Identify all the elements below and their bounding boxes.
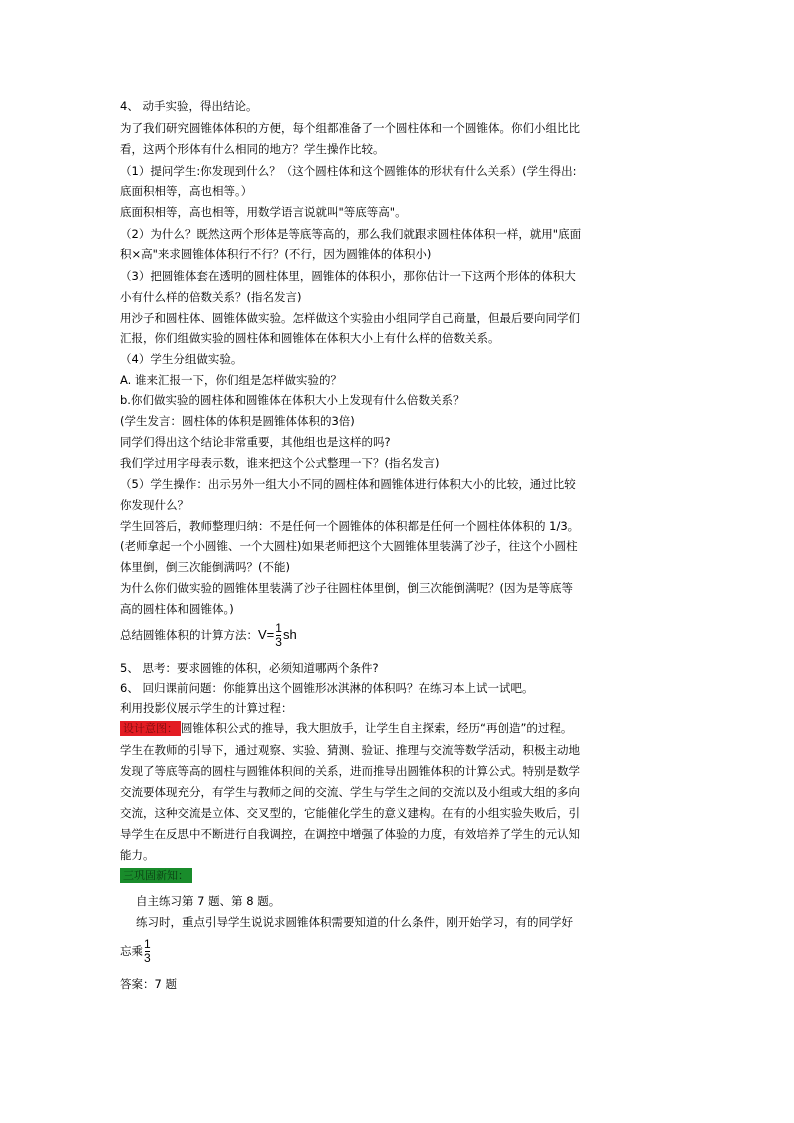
text-line: 5、 思考：要求圆锥的体积，必须知道哪两个条件? <box>120 661 379 675</box>
text-line: b.你们做实验的圆柱体和圆锥体在体积大小上发现有什么倍数关系？ <box>120 393 465 407</box>
text-line: 底面积相等，高也相等，用数学语言说就叫"等底等高"。 <box>120 205 407 219</box>
text-line: （5）学生操作：出示另外一组大小不同的圆柱体和圆锥体进行体积大小的比较，通过比较 <box>120 477 576 491</box>
text-line: 导学生在反思中不断进行自我调控，在调控中增强了体验的力度，有效培养了学生的元认知 <box>120 827 580 841</box>
text-line: (老师拿起一个小圆锥、一个大圆柱)如果老师把这个大圆锥体里装满了沙子，往这个小圆柱 <box>120 539 578 553</box>
text-line: 用沙子和圆柱体、圆锥体做实验。怎样做这个实验由小组同学自己商量，但最后要向同学们 <box>120 311 580 325</box>
fraction-denominator: 3 <box>275 635 282 649</box>
consolidate-tag: 三巩固新知： <box>120 868 192 883</box>
text-line: 同学们得出这个结论非常重要，其他组也是这样的吗? <box>120 435 391 449</box>
formula-line <box>120 622 297 649</box>
text-line: A. 谁来汇报一下，你们组是怎样做实验的？ <box>120 373 342 387</box>
text-line: 学生回答后，教师整理归纳：不是任何一个圆锥体的体积都是任何一个圆柱体体积的 1/3。 <box>120 519 580 533</box>
design-intent-text: 圆锥体积公式的推导，我大胆放手，让学生自主探索，经历“再创造”的过程。 <box>181 721 573 735</box>
text-line: 交流，这种交流是立体、交叉型的，它能催化学生的意义建构。在有的小组实验失败后，引 <box>120 806 580 820</box>
consolidate-line <box>120 867 192 883</box>
text-line: 学生在教师的引导下，通过观察、实验、猜测、验证、推理与交流等数学活动，积极主动地 <box>120 743 580 757</box>
forget-line <box>120 938 152 965</box>
text-line: 底面积相等，高也相等。） <box>120 184 253 198</box>
text-line: 利用投影仪展示学生的计算过程： <box>120 701 293 715</box>
text-line: 为什么你们做实验的圆锥体里装满了沙子往圆柱体里倒，倒三次能倒满呢？(因为是等底等 <box>120 581 573 595</box>
text-line: 练习时，重点引导学生说说求圆锥体积需要知道的什么条件，刚开始学习，有的同学好 <box>136 915 573 929</box>
text-line: 体里倒，倒三次能倒满吗？(不能) <box>120 560 290 574</box>
text-line: 能力。 <box>120 848 155 862</box>
fraction-numerator: 1 <box>144 937 151 951</box>
formula-rhs: sh <box>282 627 297 642</box>
fraction-numerator: 1 <box>275 621 282 635</box>
text-line: 为了我们研究圆锥体体积的方便，每个组都准备了一个圆柱体和一个圆锥体。你们小组比比 <box>120 121 580 135</box>
text-line: （3）把圆锥体套在透明的圆柱体里，圆锥体的体积小，那你估计一下这两个形体的体积大 <box>120 269 576 283</box>
text-line: 我们学过用字母表示数，谁来把这个公式整理一下？(指名发言) <box>120 456 440 470</box>
fraction <box>275 622 282 649</box>
formula-lhs: V= <box>258 627 275 642</box>
design-intent-line <box>120 720 572 736</box>
text-line: 自主练习第 7 题、第 8 题。 <box>136 894 281 908</box>
answer-line: 答案：7 题 <box>120 977 177 991</box>
fraction <box>144 938 151 965</box>
text-line: (学生发言：圆柱体的体积是圆锥体体积的3倍) <box>120 414 355 428</box>
text-line: 你发现什么？ <box>120 498 189 512</box>
formula-label: 总结圆锥体积的计算方法： <box>120 628 258 642</box>
text-line: 小有什么样的倍数关系？(指名发言) <box>120 290 302 304</box>
text-line: 积×高"来求圆锥体体积行不行？(不行，因为圆锥体的体积小) <box>120 247 432 261</box>
text-line: （2）为什么？既然这两个形体是等底等高的，那么我们就跟求圆柱体体积一样，就用"底面 <box>120 227 582 241</box>
design-intent-tag: 设计意图： <box>120 721 181 736</box>
fraction-denominator: 3 <box>144 951 151 965</box>
forget-text: 忘乘 <box>120 944 143 958</box>
text-line: （4）学生分组做实验。 <box>120 352 243 366</box>
text-line: 交流要体现充分，有学生与教师之间的交流、学生与学生之间的交流以及小组或大组的多向 <box>120 785 580 799</box>
text-line: 6、 回归课前问题：你能算出这个圆锥形冰淇淋的体积吗？在练习本上试一试吧。 <box>120 681 534 695</box>
text-line: 发现了等底等高的圆柱与圆锥体积间的关系，进而推导出圆锥体积的计算公式。特别是数学 <box>120 764 580 778</box>
text-line: 4、 动手实验，得出结论。 <box>120 99 258 113</box>
text-line: （1）提问学生:你发现到什么？（这个圆柱体和这个圆锥体的形状有什么关系）(学生得出: <box>120 164 577 178</box>
text-line: 汇报，你们组做实验的圆柱体和圆锥体在体积大小上有什么样的倍数关系。 <box>120 331 500 345</box>
text-line: 高的圆柱体和圆锥体。) <box>120 602 234 616</box>
text-line: 看，这两个形体有什么相同的地方？学生操作比较。 <box>120 142 385 156</box>
